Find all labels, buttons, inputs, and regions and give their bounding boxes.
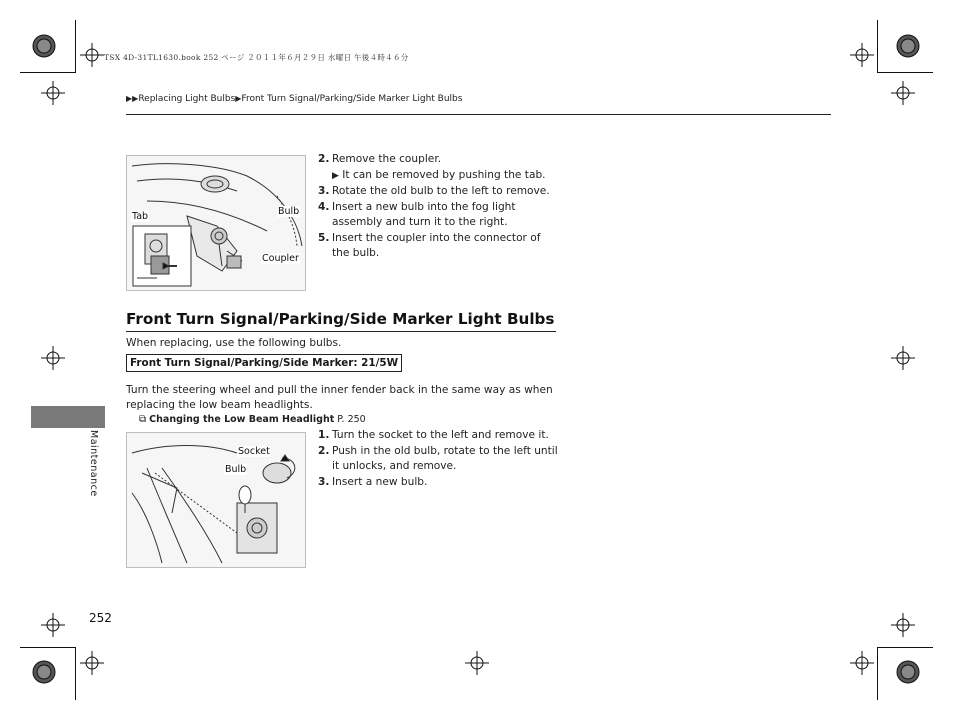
fog-step-5: 5. Insert the coupler into the connector of the bulb. [318, 231, 541, 259]
signal-step-3: 3. Insert a new bulb. [318, 475, 428, 488]
label-coupler: Coupler [262, 253, 299, 264]
bulb-spec-box: Front Turn Signal/Parking/Side Marker: 21/5W [126, 354, 402, 372]
label-tab: Tab [132, 211, 149, 222]
turn-signal-illustration [127, 433, 305, 567]
fog-step-3: 3. Rotate the old bulb to the left to remove. [318, 185, 550, 197]
label-bulb: Bulb [278, 206, 300, 217]
page-number: 252 [89, 611, 112, 625]
xref-icon: ⧉ [139, 414, 147, 425]
signal-step-2: 2. Push in the old bulb, rotate to the left until it unlocks, and remove. [318, 444, 558, 472]
fog-light-illustration [127, 156, 305, 290]
breadcrumb-separator-icon: ▶ [235, 94, 242, 103]
fog-step-2-note: ▶ It can be removed by pushing the tab. [332, 168, 546, 181]
signal-steps [318, 428, 558, 490]
turn-signal-figure [126, 432, 306, 568]
label-bulb-2: Bulb [225, 464, 247, 475]
fog-light-figure [126, 155, 306, 291]
fog-step-4: 4. Insert a new bulb into the fog light assembly and turn it to the right. [318, 200, 516, 228]
breadcrumb-current: Front Turn Signal/Parking/Side Marker Light Bulbs [241, 94, 463, 104]
header-rule [126, 114, 831, 115]
note-arrow-icon: ▶ [332, 170, 339, 181]
xref-page: P. 250 [337, 414, 366, 425]
chapter-label: Maintenance [88, 430, 99, 497]
chapter-tab[interactable] [31, 406, 105, 428]
cross-reference[interactable] [139, 414, 366, 425]
fog-step-2: 2. Remove the coupler. [318, 153, 442, 165]
breadcrumb-arrow-icon: ▶▶ [126, 94, 139, 103]
signal-step-1: 1. Turn the socket to the left and remove it. [318, 429, 549, 441]
breadcrumb-link-replacing[interactable]: Replacing Light Bulbs [138, 94, 236, 104]
label-socket: Socket [238, 446, 270, 457]
section-instruction: Turn the steering wheel and pull the inner fender back in the same way as when replacing the low beam headlights. [126, 384, 553, 411]
section-rule [126, 331, 556, 332]
print-header: TSX 4D-31TL1630.book 252 ページ ２０１１年６月２９日 水曜日 午後４時４６分 [104, 53, 409, 62]
breadcrumb [126, 94, 462, 104]
fog-steps [318, 152, 558, 262]
section-title: Front Turn Signal/Parking/Side Marker Light Bulbs [126, 310, 555, 328]
section-intro: When replacing, use the following bulbs. [126, 337, 342, 349]
xref-title[interactable]: Changing the Low Beam Headlight [149, 414, 335, 425]
